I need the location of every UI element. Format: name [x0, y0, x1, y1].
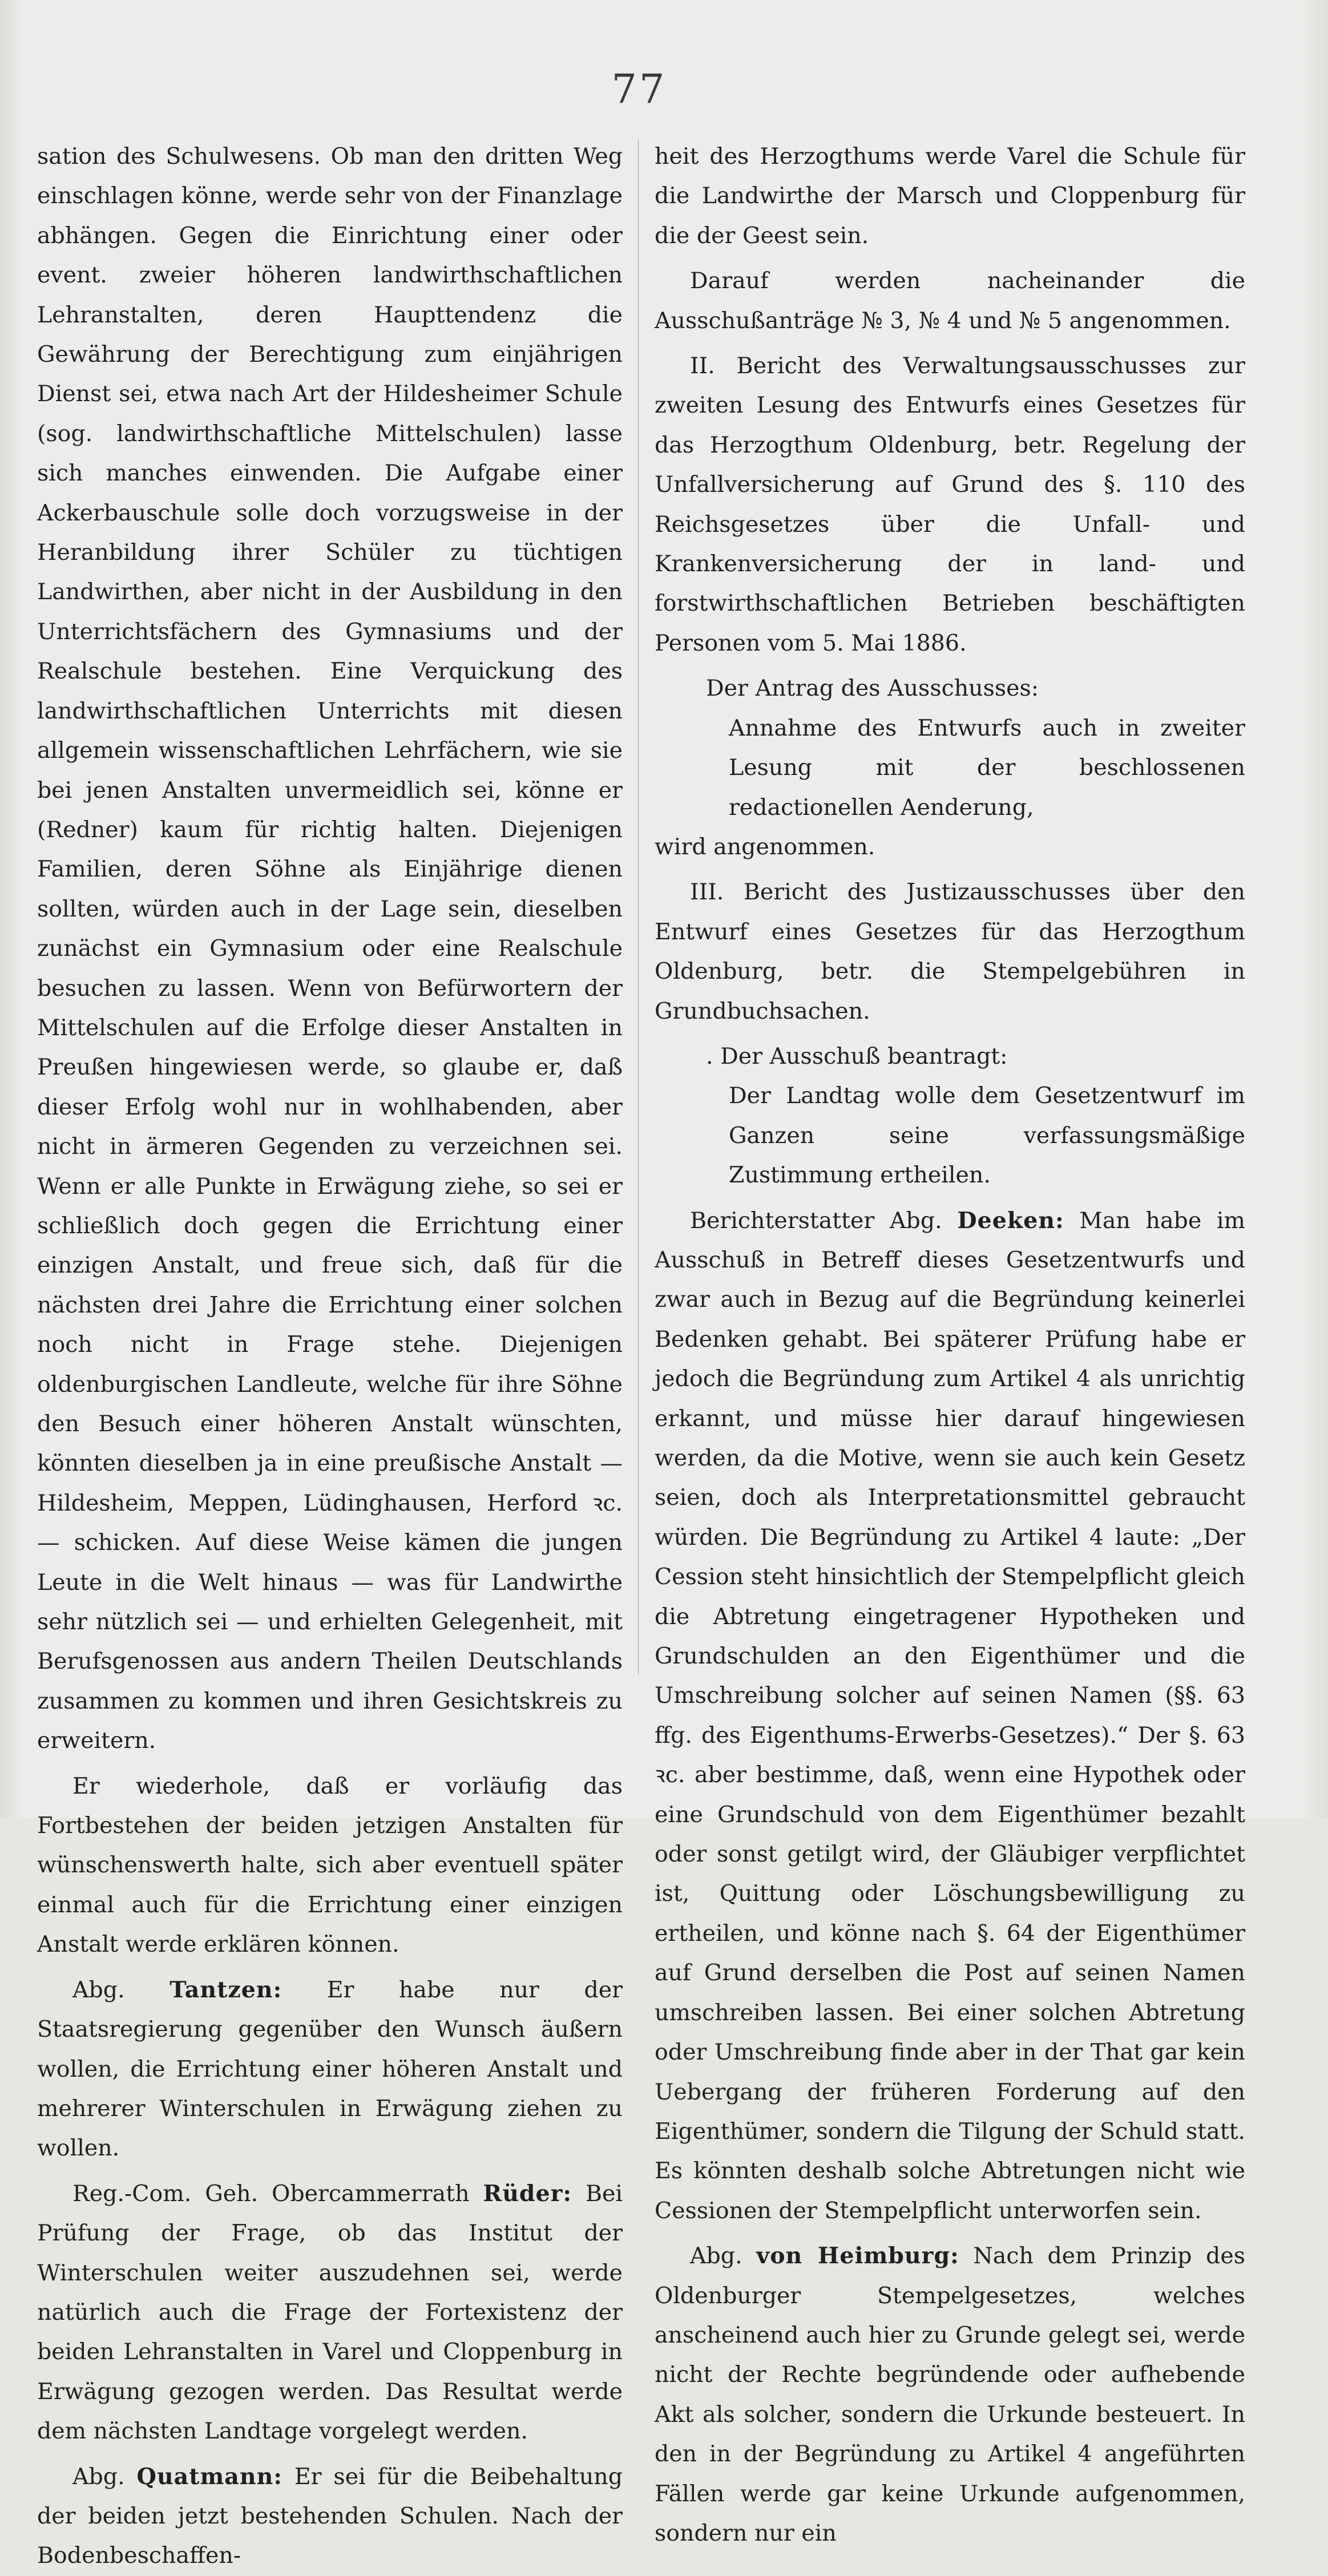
speaker-name: Tantzen: [169, 1976, 282, 2003]
agenda-item: III. Bericht des Justizausschusses über den Entwurf eines Gesetzes für das Herzogthum Oldenburg, betr. die Stempelgebühren in Grundbuchsachen. [655, 879, 1245, 1024]
speech-text: Man habe im Ausschuß in Betreff dieses Gesetzentwurfs und zwar auch in Bezug auf die Begründung keinerlei Bedenken gehabt. Bei späterer Prüfung habe er jedoch die Begründung zum Artikel 4 als unrichtig erkannt, und müsse hier darauf hingewiesen werden, da die Motive, wenn sie auch kein Gesetz seien, doch als Interpretationsmittel gebraucht würden. Die Begründung zu Artikel 4 laute: „Der Cession steht hinsichtlich der Stempelpflicht gleich die Abtretung eingetragener Hypotheken und Grundschulden an den Eigenthümer und die Umschreibung solcher auf seinen Namen (§§. 63 ffg. des Eigenthums-Erwerbs-Gesetzes).“ Der §. 63 ꝛc. aber bestimme, daß, wenn eine Hypothek oder eine Grundschuld von dem Eigenthümer bezahlt oder sonst getilgt wird, der Gläubiger verpflichtet ist, Quittung oder Löschungsbewilligung zu ertheilen, und könne nach §. 64 der Eigenthümer auf Grund derselben die Post auf seinen Namen umschreiben lassen. Bei einer solchen Abtretung oder Umschreibung finde aber in der That gar kein Uebergang der früheren Forderung auf den Eigenthümer, sondern die Tilgung der Schuld statt. Es könnten deshalb solche Abtretungen nicht wie Cessionen der Stempelpflicht unterworfen sein. [655, 1207, 1245, 2224]
speaker-name: Quatmann: [136, 2463, 282, 2490]
left-column [37, 137, 623, 2576]
speaker-prefix: Abg. [72, 1976, 170, 2003]
speech-paragraph [37, 1971, 623, 2169]
agenda-item: II. Bericht des Verwaltungsausschusses zur zweiten Lesung des Entwurfs eines Gesetzes für das Herzogthum Oldenburg, betr. Regelung der Unfallversicherung auf Grund des §. 110 des Reichsgesetzes über die Unfall- und Krankenversicherung der in land- und forstwirthschaftlichen Betrieben beschäftigten Personen vom 5. Mai 1886. [655, 353, 1245, 656]
speech-text: Er habe nur der Staatsregierung gegenüber den Wunsch äußern wollen, die Errichtung einer höheren Anstalt und mehrerer Winterschulen in Erwägung ziehen zu wollen. [37, 1976, 623, 2162]
speaker-name: Rüder: [483, 2180, 572, 2207]
speech-paragraph [655, 2236, 1245, 2553]
speaker-name: Deeken: [957, 1207, 1064, 1234]
speech-paragraph [655, 1201, 1245, 2231]
right-column [655, 137, 1245, 2553]
speech-text: Er sei für die Beibehaltung der beiden jetzt bestehenden Schulen. Nach der Bodenbeschaffen- [37, 2463, 623, 2569]
speaker-name: von Heimburg: [756, 2243, 959, 2270]
paragraph: Er wiederhole, daß er vorläufig das Fortbestehen der beiden jetzigen Anstalten für wünschenswerth halte, sich aber eventuell später einmal auch für die Errichtung einer einzigen Anstalt werde erklären können. [37, 1772, 623, 1958]
speaker-prefix: Berichterstatter Abg. [690, 1207, 958, 1234]
paragraph: heit des Herzogthums werde Varel die Schule für die Landwirthe der Marsch und Cloppenburg für die der Geest sein. [655, 143, 1245, 249]
motion-result: wird angenommen. [655, 833, 875, 860]
column-divider [638, 140, 639, 1675]
speaker-prefix: Abg. [690, 2243, 757, 2270]
page-number: 77 [611, 66, 667, 112]
speech-text: Bei Prüfung der Frage, ob das Institut der Winterschulen weiter auszudehnen sei, werde natürlich auch die Frage der Fortexistenz der beiden Lehranstalten in Varel und Cloppenburg in Erwägung gezogen werden. Das Resultat werde dem nächsten Landtage vorgelegt werden. [37, 2180, 623, 2445]
motion-label: . Der Ausschuß beantragt: [706, 1043, 1008, 1069]
motion-text: Annahme des Entwurfs auch in zweiter Lesung mit der beschlossenen redactionellen Aenderung, [729, 714, 1245, 821]
motion-text: Der Landtag wolle dem Gesetzentwurf im Ganzen seine verfassungsmäßige Zustimmung ertheilen. [729, 1083, 1245, 1189]
speaker-prefix: Abg. [72, 2463, 137, 2490]
speech-paragraph [37, 2457, 623, 2576]
speech-text: Nach dem Prinzip des Oldenburger Stempelgesetzes, welches anscheinend auch hier zu Grunde gelegt sei, werde nicht der Rechte begründende oder aufhebende Akt als solcher, sondern die Urkunde besteuert. In den in der Begründung zu Artikel 4 angeführten Fällen werde gar keine Urkunde aufgenommen, sondern nur ein [655, 2243, 1245, 2546]
motion-label: Der Antrag des Ausschusses: [706, 675, 1039, 702]
paragraph: sation des Schulwesens. Ob man den dritten Weg einschlagen könne, werde sehr von der Finanzlage abhängen. Gegen die Einrichtung einer oder event. zweier höheren landwirthschaftlichen Lehranstalten, deren Haupttendenz die Gewährung der Berechtigung zum einjährigen Dienst sei, etwa nach Art der Hildesheimer Schule (sog. landwirthschaftliche Mittelschulen) lasse sich manches einwenden. Die Aufgabe einer Ackerbauschule solle doch vorzugsweise in der Heranbildung ihrer Schüler zu tüchtigen Landwirthen, aber nicht in der Ausbildung in den Unterrichtsfächern des Gymnasiums und der Realschule bestehen. Eine Verquickung des landwirthschaftlichen Unterrichts mit diesen allgemein wissenschaftlichen Lehrfächern, wie sie bei jenen Anstalten unvermeidlich sei, könne er (Redner) kaum für richtig halten. Diejenigen Familien, deren Söhne als Einjährige dienen sollten, würden auch in der Lage sein, dieselben zunächst ein Gymnasium oder eine Realschule besuchen zu lassen. Wenn von Befürwortern der Mittelschulen auf die Erfolge dieser Anstalten in Preußen hingewiesen werde, so glaube er, daß dieser Erfolg wohl nur in wohlhabenden, aber nicht in ärmeren Gegenden zu verzeichnen sei. Wenn er alle Punkte in Erwägung ziehe, so sei er schließlich doch gegen die Errichtung einer einzigen Anstalt, und freue sich, daß für die nächsten drei Jahre die Errichtung einer solchen noch nicht in Frage stehe. Diejenigen oldenburgischen Landleute, welche für ihre Söhne den Besuch einer höheren Anstalt wünschten, könnten dieselben ja in eine preußische Anstalt — Hildesheim, Meppen, Lüdinghausen, Herford ꝛc. — schicken. Auf diese Weise kämen die jungen Leute in die Welt hinaus — was für Landwirthe sehr nützlich sei — und erhielten Gelegenheit, mit Berufsgenossen aus andern Theilen Deutschlands zusammen zu kommen und ihren Gesichtskreis zu erweitern. [37, 143, 623, 1754]
paragraph: Darauf werden nacheinander die Ausschußanträge № 3, № 4 und № 5 angenommen. [655, 268, 1245, 334]
speaker-prefix: Reg.-Com. Geh. Obercammerrath [72, 2180, 483, 2207]
speech-paragraph [37, 2174, 623, 2452]
